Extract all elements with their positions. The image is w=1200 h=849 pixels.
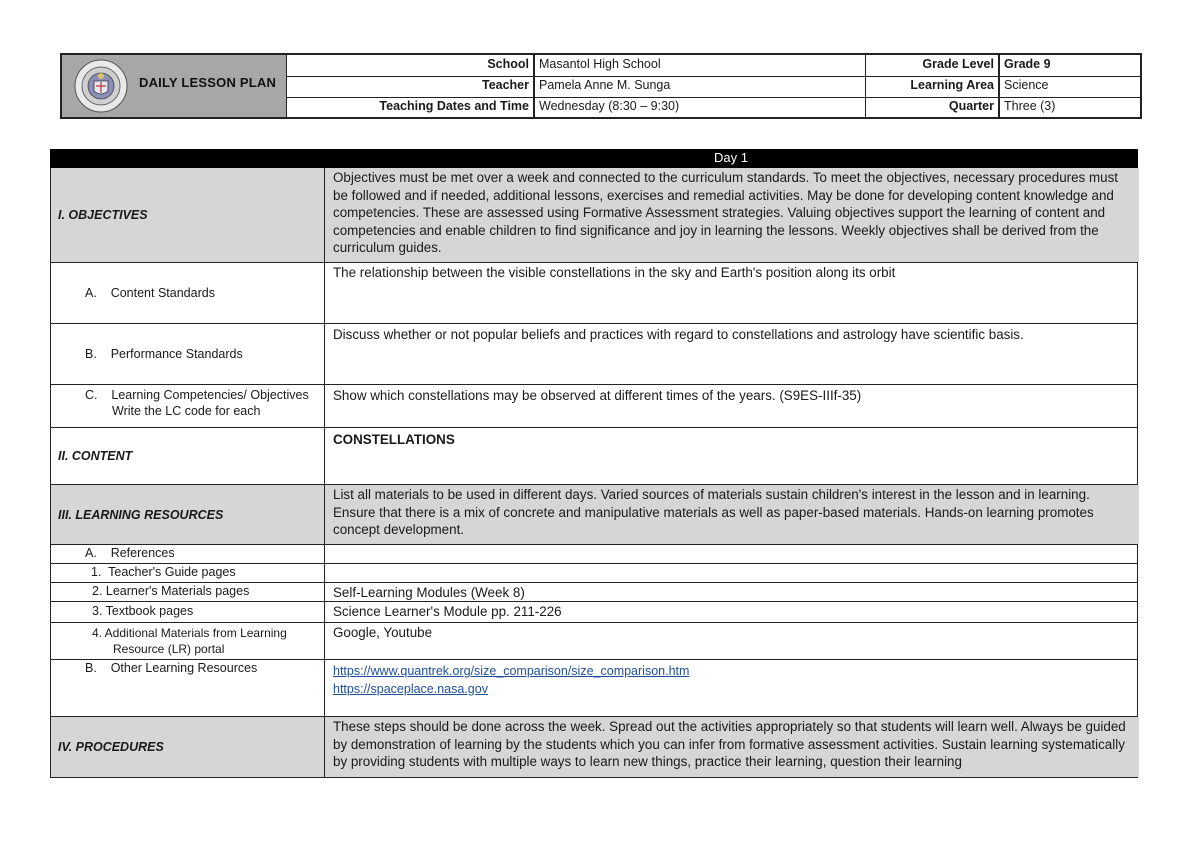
performance-standards-row bbox=[50, 324, 1138, 385]
additional-materials-value: Google, Youtube bbox=[333, 625, 433, 640]
competencies-label: C. Learning Competencies/ Objectives Write the LC code for each bbox=[51, 385, 325, 427]
quarter-label: Quarter bbox=[866, 97, 1000, 117]
teachers-guide-label: 1. Teacher's Guide pages bbox=[51, 564, 325, 582]
additional-materials-row bbox=[50, 623, 1138, 660]
performance-standards-label: B. Performance Standards bbox=[51, 324, 325, 384]
lesson-plan-header bbox=[60, 53, 1142, 119]
content-label: II. CONTENT bbox=[51, 428, 325, 484]
resources-row bbox=[50, 485, 1138, 545]
procedures-row bbox=[50, 717, 1138, 778]
day-header: Day 1 bbox=[714, 150, 748, 165]
references-label: A. References bbox=[51, 545, 325, 563]
additional-materials-label: 4. Additional Materials from Learning Resource (LR) portal bbox=[51, 623, 325, 659]
teachers-guide-row bbox=[50, 564, 1138, 583]
other-resources-links bbox=[325, 660, 1139, 716]
deped-seal-icon bbox=[74, 59, 128, 113]
other-resources-label: B. Other Learning Resources bbox=[51, 660, 325, 716]
textbook-row bbox=[50, 602, 1138, 623]
dates-value: Wednesday (8:30 – 9:30) bbox=[535, 97, 866, 117]
content-standards-row bbox=[50, 263, 1138, 324]
competencies-row bbox=[50, 385, 1138, 428]
lesson-plan-table bbox=[50, 149, 1138, 789]
learning-area-value: Science bbox=[1004, 78, 1049, 92]
header-row-school bbox=[287, 55, 1142, 77]
quarter-value: Three (3) bbox=[1004, 99, 1056, 113]
textbook-label: 3. Textbook pages bbox=[51, 602, 325, 622]
references-value bbox=[325, 545, 1139, 563]
content-text: CONSTELLATIONS bbox=[333, 432, 455, 447]
teacher-value: Pamela Anne M. Sunga bbox=[535, 76, 866, 97]
school-label: School bbox=[287, 55, 535, 76]
learning-area-label: Learning Area bbox=[866, 76, 1000, 97]
textbook-value: Science Learner's Module pp. 211-226 bbox=[333, 604, 562, 619]
content-standards-text: The relationship between the visible constellations in the sky and Earth's position along its orbit bbox=[333, 265, 896, 280]
content-row bbox=[50, 428, 1138, 485]
spaceplace-link[interactable]: https://spaceplace.nasa.gov bbox=[333, 681, 488, 696]
school-value: Masantol High School bbox=[535, 55, 866, 76]
performance-standards-text: Discuss whether or not popular beliefs and practices with regard to constellations and astrology have scientific basis. bbox=[333, 327, 1024, 342]
competencies-text: Show which constellations may be observed at different times of the years. (S9ES-IIIf-35) bbox=[333, 388, 862, 403]
header-row-teacher bbox=[287, 76, 1142, 98]
other-resources-row bbox=[50, 660, 1138, 717]
grade-level-label: Grade Level bbox=[866, 55, 1000, 76]
objectives-text: Objectives must be met over a week and connected to the curriculum standards. To meet the objectives, necessary procedures must be followed and if needed, additional lessons, exercises and remedial activities. May be done for developing content knowledge and competencies. These are assessed using Formative Assessment strategies. Valuing objectives support the learning of content and competencies and enable children to find significance and joy in learning the lessons. Weekly objectives shall be derived from the curriculum guides. bbox=[325, 168, 1139, 262]
learners-materials-row bbox=[50, 583, 1138, 602]
procedures-text: These steps should be done across the week. Spread out the activities appropriately so that students will learn well. Always be guided by demonstration of learning by the students which you can infer from formative assessment activities. Sustain learning systematically by providing students with multiple ways to learn new things, practice their learning, question their learning bbox=[325, 717, 1139, 777]
content-standards-label: A. Content Standards bbox=[51, 263, 325, 323]
teacher-label: Teacher bbox=[287, 76, 535, 97]
resources-text: List all materials to be used in different days. Varied sources of materials sustain children's interest in the lesson and in learning. Ensure that there is a mix of concrete and manipulative materials as well as paper-based materials. Hands-on learning promotes concept development. bbox=[325, 485, 1139, 544]
objectives-label: I. OBJECTIVES bbox=[51, 168, 325, 262]
resources-label: III. LEARNING RESOURCES bbox=[51, 485, 325, 544]
grade-level-value: Grade 9 bbox=[1004, 57, 1051, 71]
objectives-row bbox=[50, 168, 1138, 263]
document-title: DAILY LESSON PLAN bbox=[139, 75, 277, 90]
learners-materials-label: 2. Learner's Materials pages bbox=[51, 583, 325, 601]
references-row bbox=[50, 545, 1138, 564]
teachers-guide-value bbox=[325, 564, 1139, 582]
day-header-row bbox=[50, 149, 1138, 168]
quantrek-link[interactable]: https://www.quantrek.org/size_comparison/size_comparison.htm bbox=[333, 664, 690, 678]
header-row-dates bbox=[287, 97, 1142, 117]
header-title-cell bbox=[62, 55, 287, 117]
procedures-label: IV. PROCEDURES bbox=[51, 717, 325, 777]
learners-materials-value: Self-Learning Modules (Week 8) bbox=[333, 585, 525, 600]
dates-label: Teaching Dates and Time bbox=[287, 97, 535, 117]
